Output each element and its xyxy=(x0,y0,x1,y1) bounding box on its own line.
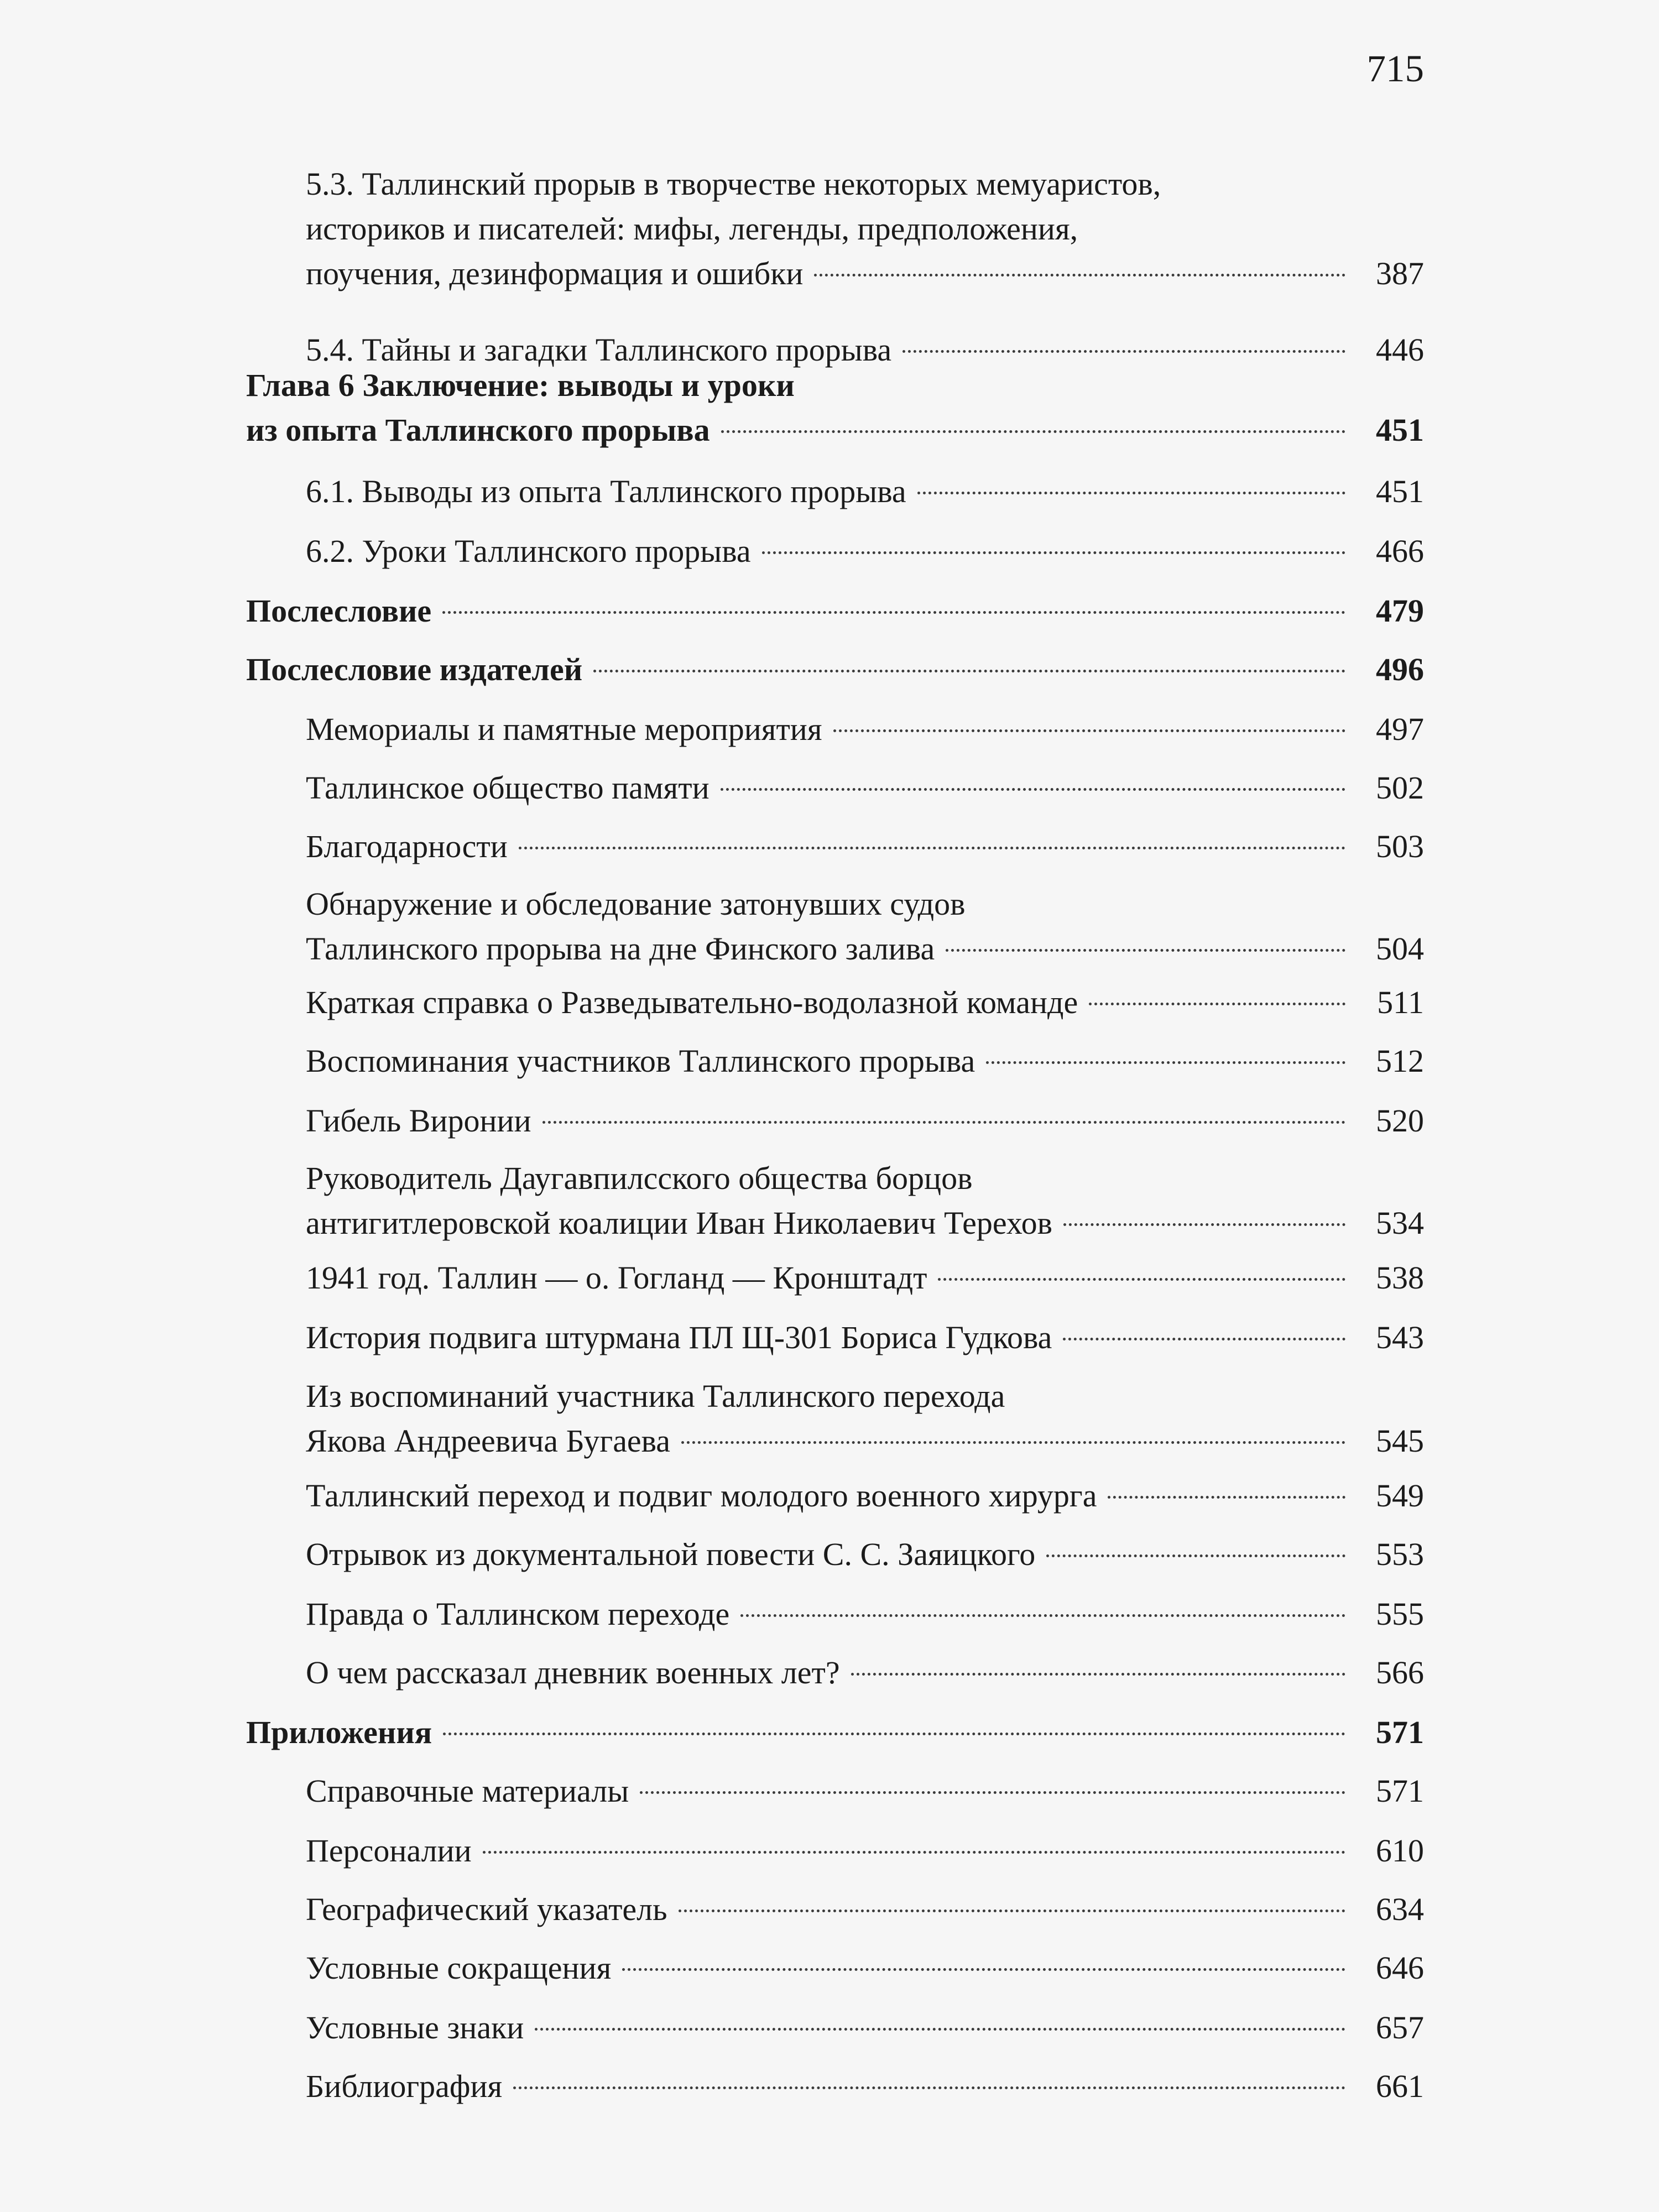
toc-entry xyxy=(306,980,1424,1025)
toc-entry-title-line: Благодарности xyxy=(306,828,508,864)
toc-entry-title-line: Послесловие xyxy=(246,593,432,629)
toc-page-number: 657 xyxy=(1376,2010,1424,2046)
toc-page-number: 545 xyxy=(1376,1423,1424,1459)
toc-page-number: 502 xyxy=(1376,770,1424,806)
toc-entry xyxy=(306,1255,1424,1300)
toc-entry xyxy=(306,161,1424,296)
dot-leader xyxy=(1089,1003,1345,1005)
toc-entry-title-line: поучения, дезинформация и ошибки xyxy=(306,255,804,291)
toc-entry-title-line: Географический указатель xyxy=(306,1891,667,1927)
dot-leader xyxy=(917,492,1345,494)
toc-entry xyxy=(306,2005,1424,2050)
dot-leader xyxy=(513,2086,1345,2089)
dot-leader xyxy=(640,1791,1345,1794)
dot-leader xyxy=(679,1910,1345,1912)
dot-leader xyxy=(443,1733,1345,1735)
dot-leader xyxy=(622,1968,1345,1971)
toc-page-number: 610 xyxy=(1376,1833,1424,1869)
toc-entry-title-line: Мемориалы и памятные мероприятия xyxy=(306,711,822,747)
toc-entry-title-line: Якова Андреевича Бугаева xyxy=(306,1423,671,1459)
dot-leader xyxy=(938,1278,1345,1281)
toc-page-number: 479 xyxy=(1376,593,1424,629)
toc-page-number: 634 xyxy=(1376,1891,1424,1927)
toc-page-number: 503 xyxy=(1376,828,1424,864)
toc-page-number: 497 xyxy=(1376,711,1424,747)
toc-entry xyxy=(306,1098,1424,1143)
toc-chapter xyxy=(246,647,1424,692)
dot-leader xyxy=(542,1121,1345,1124)
toc-entry xyxy=(306,1473,1424,1518)
toc-entry-title-line: Условные знаки xyxy=(306,2010,524,2046)
dot-leader xyxy=(519,847,1345,849)
toc-page-number: 446 xyxy=(1376,332,1424,368)
toc-entry-title-line: Обнаружение и обследование затонувших судов xyxy=(306,886,966,922)
toc-entry xyxy=(306,765,1424,810)
dot-leader xyxy=(814,274,1345,276)
toc-entry-title-line: Руководитель Даугавпилсского общества борцов xyxy=(306,1160,973,1196)
toc-entry-title-line: из опыта Таллинского прорыва xyxy=(246,412,710,448)
dot-leader xyxy=(721,430,1345,433)
toc-page-number: 566 xyxy=(1376,1655,1424,1691)
toc-entry-title-line: Из воспоминаний участника Таллинского перехода xyxy=(306,1378,1005,1414)
toc-entry-title-line: Краткая справка о Разведывательно-водолазной команде xyxy=(306,984,1078,1020)
toc-entry xyxy=(306,1945,1424,1990)
toc-page-number: 451 xyxy=(1376,473,1424,509)
toc-page-number: 555 xyxy=(1376,1596,1424,1632)
toc-entry xyxy=(306,1532,1424,1577)
toc-entry-title-line: Воспоминания участников Таллинского прорыва xyxy=(306,1043,975,1079)
toc-entry-title-line: Библиография xyxy=(306,2068,503,2104)
toc-entry-title-line: 1941 год. Таллин — о. Гогланд — Кронштадт xyxy=(306,1260,927,1296)
dot-leader xyxy=(833,729,1345,732)
toc-page-number: 543 xyxy=(1376,1319,1424,1355)
toc-chapter xyxy=(246,588,1424,633)
toc-page-number: 504 xyxy=(1376,931,1424,967)
toc-entry-title-line: Таллинского прорыва на дне Финского залива xyxy=(306,931,935,967)
toc-page-number: 571 xyxy=(1376,1714,1424,1750)
toc-entry-title-line: О чем рассказал дневник военных лет? xyxy=(306,1655,840,1691)
toc-entry-title-line: Глава 6 Заключение: выводы и уроки xyxy=(246,367,795,403)
toc-page-number: 534 xyxy=(1376,1205,1424,1241)
toc-entry xyxy=(306,1650,1424,1695)
dot-leader xyxy=(681,1441,1345,1444)
toc-page-number: 511 xyxy=(1377,984,1424,1020)
dot-leader xyxy=(902,350,1345,353)
toc-page-number: 496 xyxy=(1376,651,1424,687)
dot-leader xyxy=(851,1673,1345,1676)
toc-entry-title-line: историков и писателей: мифы, легенды, предположения, xyxy=(306,211,1078,247)
dot-leader xyxy=(946,949,1345,952)
toc-page-number: 646 xyxy=(1376,1950,1424,1986)
toc-entry-title-line: Отрывок из документальной повести С. С. Заяицкого xyxy=(306,1536,1036,1572)
toc-entry-title-line: Справочные материалы xyxy=(306,1773,629,1809)
toc-entry-title-line: Правда о Таллинском переходе xyxy=(306,1596,730,1632)
toc-entry xyxy=(306,469,1424,514)
toc-entry-title-line: 5.3. Таллинский прорыв в творчестве некоторых мемуаристов, xyxy=(306,166,1161,202)
dot-leader xyxy=(1108,1496,1345,1499)
toc-page-number: 571 xyxy=(1376,1773,1424,1809)
toc-entry xyxy=(306,1039,1424,1083)
dot-leader xyxy=(442,611,1345,614)
toc-entry-title-line: Таллинский переход и подвиг молодого военного хирурга xyxy=(306,1478,1097,1514)
toc-entry xyxy=(306,1592,1424,1636)
dot-leader xyxy=(593,670,1345,672)
toc-entry xyxy=(306,1156,1424,1245)
dot-leader xyxy=(721,788,1345,791)
dot-leader xyxy=(986,1061,1345,1064)
toc-page-number: 538 xyxy=(1376,1260,1424,1296)
toc-page-number: 512 xyxy=(1376,1043,1424,1079)
dot-leader xyxy=(1063,1223,1345,1226)
toc-page-number: 466 xyxy=(1376,533,1424,569)
toc-entry xyxy=(306,1828,1424,1873)
toc-entry xyxy=(306,1374,1424,1463)
toc-page-number: 549 xyxy=(1376,1478,1424,1514)
toc-entry-title-line: Условные сокращения xyxy=(306,1950,612,1986)
toc-entry xyxy=(306,1315,1424,1360)
toc-entry-title-line: Приложения xyxy=(246,1714,432,1750)
toc-page-number: 553 xyxy=(1376,1536,1424,1572)
dot-leader xyxy=(762,551,1345,554)
toc-chapter xyxy=(246,363,1424,452)
toc-entry xyxy=(306,881,1424,971)
toc-entry-title-line: Таллинское общество памяти xyxy=(306,770,709,806)
toc-entry-title-line: История подвига штурмана ПЛ Щ-301 Бориса Гудкова xyxy=(306,1319,1052,1355)
toc-page-number: 520 xyxy=(1376,1103,1424,1139)
toc-page-number: 387 xyxy=(1376,255,1424,291)
toc-chapter xyxy=(246,1710,1424,1755)
toc-entry-title-line: Гибель Виронии xyxy=(306,1103,531,1139)
page-number: 715 xyxy=(1366,48,1424,90)
dot-leader xyxy=(740,1614,1345,1617)
toc-entry xyxy=(306,1768,1424,1813)
toc-entry-title-line: антигитлеровской коалиции Иван Николаевич Терехов xyxy=(306,1205,1053,1241)
toc-entry-title-line: 6.1. Выводы из опыта Таллинского прорыва xyxy=(306,473,906,509)
toc-entry xyxy=(306,529,1424,573)
toc-entry xyxy=(306,2064,1424,2109)
toc-entry xyxy=(306,824,1424,869)
dot-leader xyxy=(1046,1554,1345,1557)
toc-page-number: 451 xyxy=(1376,412,1424,448)
dot-leader xyxy=(535,2028,1345,2031)
toc-page-number: 661 xyxy=(1376,2068,1424,2104)
toc-entry xyxy=(306,707,1424,752)
toc-entry-title-line: 5.4. Тайны и загадки Таллинского прорыва xyxy=(306,332,892,368)
toc-entry-title-line: 6.2. Уроки Таллинского прорыва xyxy=(306,533,751,569)
toc-entry-title-line: Персоналии xyxy=(306,1833,472,1869)
dot-leader xyxy=(483,1851,1345,1854)
toc-entry-title-line: Послесловие издателей xyxy=(246,651,583,687)
toc-entry xyxy=(306,1887,1424,1932)
dot-leader xyxy=(1063,1338,1345,1340)
